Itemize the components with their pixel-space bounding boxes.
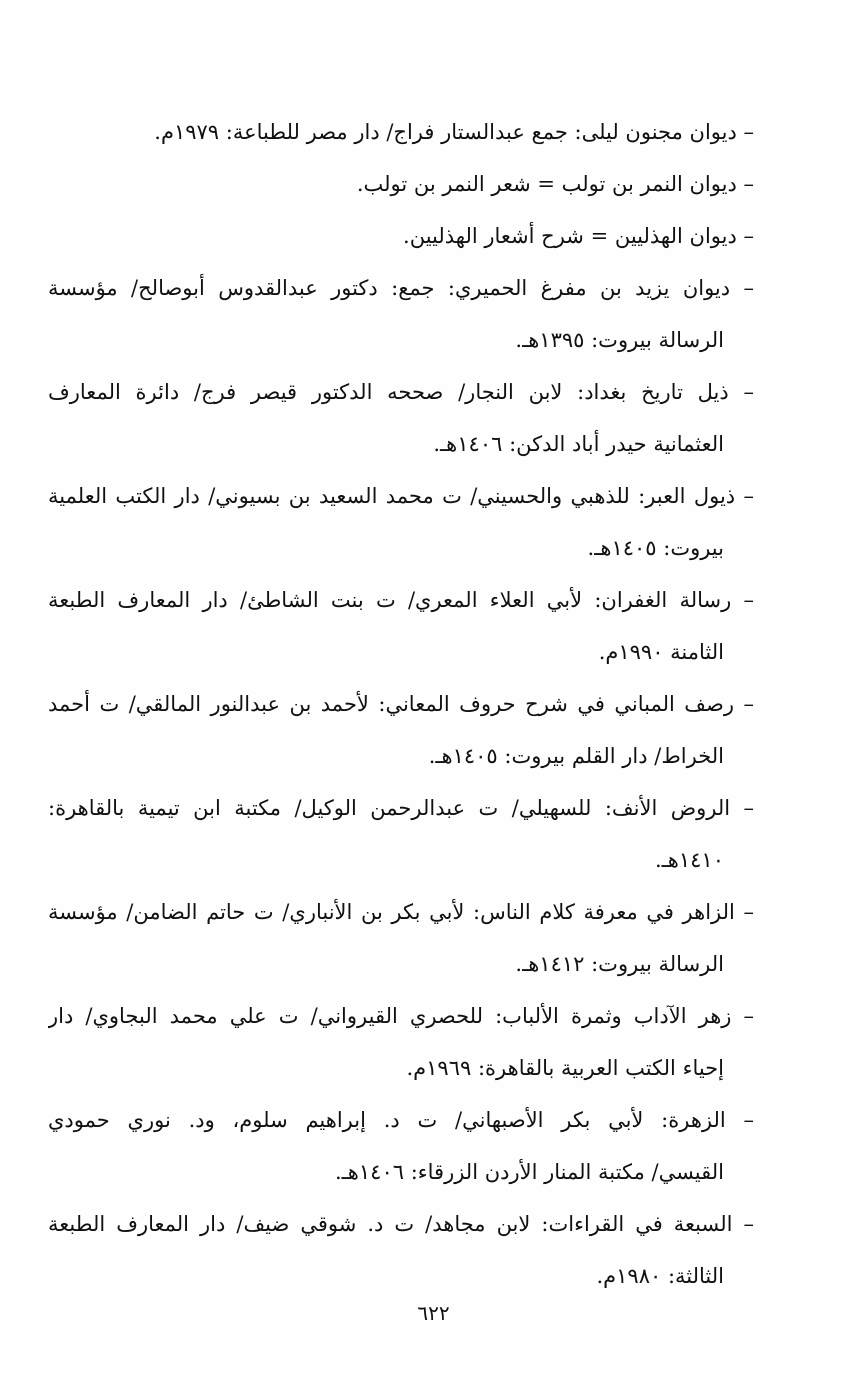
entry-continuation-line: الخراط/ دار القلم بيروت: ١٤٠٥هـ. [428, 744, 724, 768]
bibliography-entry [48, 210, 754, 262]
entry-continuation-line: الثالثة: ١٩٨٠م. [596, 1264, 724, 1288]
entry-continuation-line: الرسالة بيروت: ١٤١٢هـ. [515, 952, 724, 976]
bibliography-entry [48, 262, 754, 366]
bibliography-entry [48, 366, 754, 470]
bibliography-entry [48, 574, 754, 678]
entry-line: – رسالة الغفران: لأبي العلاء المعري/ ت بنت الشاطئ/ دار المعارف الطبعة [48, 588, 754, 612]
entry-line: – الزاهر في معرفة كلام الناس: لأبي بكر بن الأنباري/ ت حاتم الضامن/ مؤسسة [48, 900, 754, 924]
entry-continuation-line: العثمانية حيدر أباد الدكن: ١٤٠٦هـ. [433, 432, 724, 456]
entry-continuation-line: ١٤١٠هـ. [654, 848, 724, 872]
entry-continuation-line: الثامنة ١٩٩٠م. [598, 640, 724, 664]
entry-line: – الزهرة: لأبي بكر الأصبهاني/ ت د. إبراهيم سلوم، ود. نوري حمودي [48, 1108, 754, 1132]
entry-line: – الروض الأنف: للسهيلي/ ت عبدالرحمن الوكيل/ مكتبة ابن تيمية بالقاهرة: [48, 796, 754, 820]
bibliography-list [48, 106, 754, 1302]
entry-line: – ديوان الهذليين = شرح أشعار الهذليين. [403, 224, 754, 248]
entry-line: – ذيل تاريخ بغداد: لابن النجار/ صححه الدكتور قيصر فرج/ دائرة المعارف [48, 380, 754, 404]
entry-continuation-line: إحياء الكتب العربية بالقاهرة: ١٩٦٩م. [406, 1056, 724, 1080]
entry-line: – السبعة في القراءات: لابن مجاهد/ ت د. شوقي ضيف/ دار المعارف الطبعة [48, 1212, 754, 1236]
bibliography-entry [48, 782, 754, 886]
bibliography-entry [48, 1198, 754, 1302]
entry-line: – رصف المباني في شرح حروف المعاني: لأحمد بن عبدالنور المالقي/ ت أحمد [48, 692, 754, 716]
entry-continuation-line: القيسي/ مكتبة المنار الأردن الزرقاء: ١٤٠٦هـ. [334, 1160, 724, 1184]
entry-continuation-line: بيروت: ١٤٠٥هـ. [587, 536, 724, 560]
entry-line: – ديوان يزيد بن مفرغ الحميري: جمع: دكتور عبدالقدوس أبوصالح/ مؤسسة [48, 276, 754, 300]
bibliography-entry [48, 158, 754, 210]
page-number: ٦٢٢ [417, 1301, 450, 1325]
bibliography-entry [48, 886, 754, 990]
entry-continuation-line: الرسالة بيروت: ١٣٩٥هـ. [515, 328, 724, 352]
bibliography-entry [48, 470, 754, 574]
entry-line: – زهر الآداب وثمرة الألباب: للحصري القيرواني/ ت علي محمد البجاوي/ دار [48, 1004, 754, 1028]
entry-line: – ذيول العبر: للذهبي والحسيني/ ت محمد السعيد بن بسيوني/ دار الكتب العلمية [48, 484, 754, 508]
bibliography-entry [48, 990, 754, 1094]
bibliography-entry [48, 678, 754, 782]
bibliography-entry [48, 1094, 754, 1198]
entry-line: – ديوان مجنون ليلى: جمع عبدالستار فراج/ دار مصر للطباعة: ١٩٧٩م. [154, 120, 754, 144]
entry-line: – ديوان النمر بن تولب = شعر النمر بن تولب. [356, 172, 754, 196]
bibliography-entry [48, 106, 754, 158]
